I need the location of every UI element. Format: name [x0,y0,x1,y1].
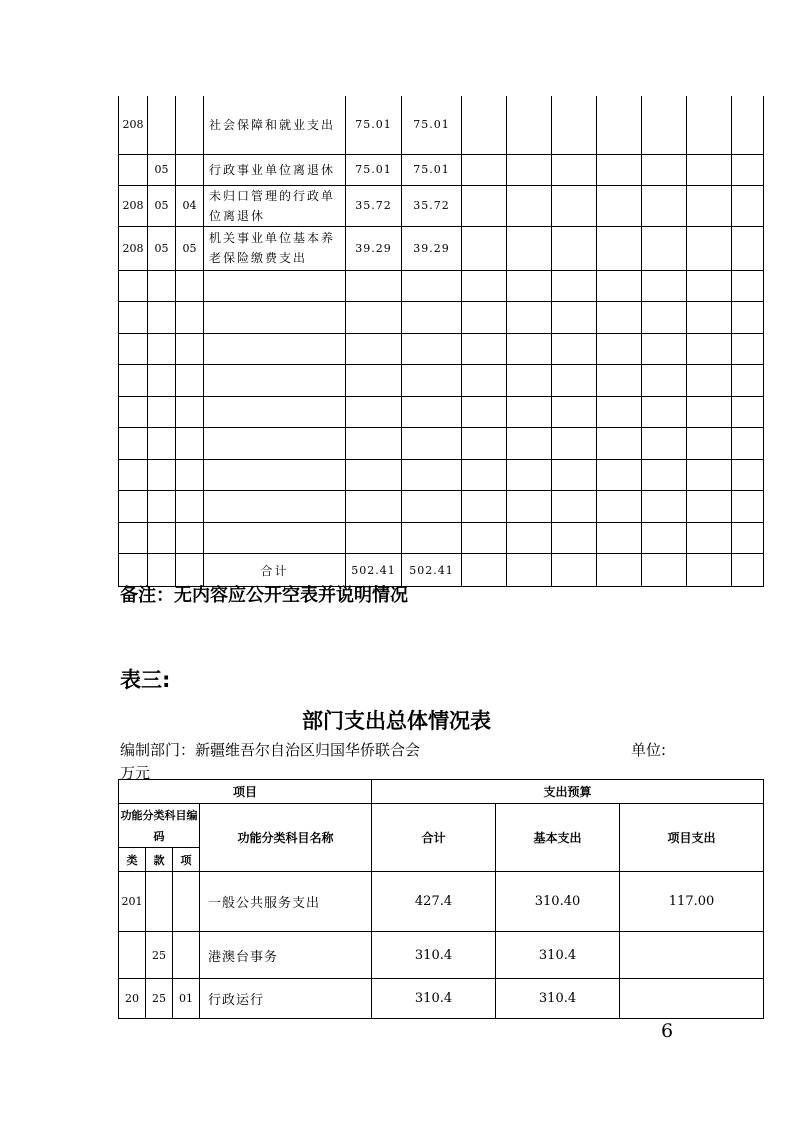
empty-cell [176,396,204,428]
empty-cell [402,365,462,397]
amount-basic: 75.01 [402,154,462,185]
amount-project: 117.00 [620,872,764,932]
empty-cell [642,333,687,365]
header-budget: 支出预算 [372,780,764,804]
empty-cell [148,333,176,365]
empty-cell [176,428,204,460]
code-lei [119,932,146,979]
table-row [119,185,764,226]
empty-cell [402,428,462,460]
amount-total: 427.4 [372,872,496,932]
empty-cell [687,96,732,154]
empty-row [119,491,764,523]
empty-cell [507,459,552,491]
empty-cell [597,270,642,302]
empty-cell [642,491,687,523]
expenditure-table-continued [118,96,764,587]
empty-cell [346,302,402,334]
table-row [119,932,764,979]
item-name: 一般公共服务支出 [200,872,372,932]
empty-cell [507,185,552,226]
empty-cell [507,333,552,365]
empty-cell [462,302,507,334]
empty-cell [507,302,552,334]
empty-cell [552,459,597,491]
header-basic: 基本支出 [496,804,620,872]
empty-cell [346,459,402,491]
empty-cell [204,365,346,397]
empty-cell [148,428,176,460]
empty-cell [597,185,642,226]
total-amount: 502.41 [346,554,402,587]
empty-cell [597,491,642,523]
amount-basic: 39.29 [402,226,462,270]
empty-cell [119,491,148,523]
empty-cell [148,365,176,397]
empty-cell [462,491,507,523]
empty-cell [462,522,507,554]
empty-cell [507,522,552,554]
empty-cell [507,154,552,185]
empty-cell [119,459,148,491]
code-kuan: 05 [148,154,176,185]
empty-cell [552,554,597,587]
item-name: 未归口管理的行政单位离退休 [204,185,346,226]
empty-cell [732,185,764,226]
empty-cell [732,96,764,154]
table-row [119,154,764,185]
empty-cell [402,459,462,491]
empty-cell [148,270,176,302]
empty-cell [642,226,687,270]
empty-cell [346,428,402,460]
code-kuan [146,872,173,932]
empty-cell [597,226,642,270]
table-row [119,979,764,1019]
empty-cell [507,226,552,270]
empty-cell [176,333,204,365]
header-kuan: 款 [146,848,173,872]
empty-cell [148,491,176,523]
empty-cell [462,396,507,428]
empty-cell [642,522,687,554]
code-lei: 201 [119,872,146,932]
empty-cell [204,270,346,302]
code-kuan: 05 [148,226,176,270]
code-lei: 20 [119,979,146,1019]
empty-cell [462,365,507,397]
empty-cell [687,491,732,523]
item-name: 港澳台事务 [200,932,372,979]
item-name: 行政运行 [200,979,372,1019]
code-xiang: 04 [176,185,204,226]
code-xiang: 05 [176,226,204,270]
empty-row [119,396,764,428]
page-number: 6 [661,1020,674,1042]
item-name: 机关事业单位基本养老保险缴费支出 [204,226,346,270]
amount-basic: 310.4 [496,979,620,1019]
empty-cell [687,302,732,334]
code-lei: 208 [119,226,148,270]
empty-cell [402,302,462,334]
code-xiang [173,872,200,932]
empty-cell [507,96,552,154]
empty-cell [119,522,148,554]
empty-cell [402,333,462,365]
empty-cell [552,185,597,226]
amount-total: 75.01 [346,96,402,154]
amount-basic: 310.4 [496,932,620,979]
code-xiang: 01 [173,979,200,1019]
item-name: 行政事业单位离退休 [204,154,346,185]
empty-cell [346,522,402,554]
empty-cell [552,522,597,554]
total-basic: 502.41 [402,554,462,587]
empty-cell [119,302,148,334]
empty-row [119,333,764,365]
empty-cell [687,459,732,491]
empty-cell [346,396,402,428]
empty-cell [507,270,552,302]
empty-cell [204,428,346,460]
empty-cell [176,491,204,523]
empty-cell [346,270,402,302]
empty-cell [597,428,642,460]
header-total: 合计 [372,804,496,872]
empty-cell [507,365,552,397]
unit-value: 万元 [120,764,151,782]
empty-cell [597,396,642,428]
empty-cell [642,185,687,226]
empty-cell [204,459,346,491]
empty-cell [176,459,204,491]
amount-total: 35.72 [346,185,402,226]
empty-cell [402,396,462,428]
empty-cell [462,154,507,185]
empty-cell [732,396,764,428]
empty-cell [597,522,642,554]
empty-row [119,270,764,302]
table-row [119,96,764,154]
empty-cell [552,302,597,334]
empty-cell [642,365,687,397]
empty-cell [732,365,764,397]
unit-label: 单位: [631,741,667,759]
code-kuan: 25 [146,932,173,979]
empty-cell [687,226,732,270]
empty-cell [204,491,346,523]
empty-cell [462,459,507,491]
code-xiang [176,96,204,154]
empty-cell [597,554,642,587]
empty-row [119,302,764,334]
empty-cell [204,302,346,334]
empty-cell [732,154,764,185]
empty-cell [642,154,687,185]
compiling-department: 编制部门：新疆维吾尔自治区归国华侨联合会 [120,741,421,759]
empty-cell [597,96,642,154]
header-code-group: 功能分类科目编码 [119,804,200,848]
code-kuan: 25 [146,979,173,1019]
empty-cell [176,270,204,302]
empty-cell [119,365,148,397]
empty-cell [552,154,597,185]
empty-cell [642,96,687,154]
empty-cell [346,333,402,365]
empty-cell [732,302,764,334]
empty-cell [642,428,687,460]
empty-cell [732,491,764,523]
empty-cell [462,554,507,587]
amount-basic: 310.40 [496,872,620,932]
empty-cell [402,491,462,523]
empty-cell [732,522,764,554]
empty-cell [552,491,597,523]
empty-cell [402,270,462,302]
empty-cell [642,459,687,491]
amount-basic: 75.01 [402,96,462,154]
empty-cell [687,333,732,365]
empty-cell [687,522,732,554]
empty-cell [402,522,462,554]
empty-cell [552,428,597,460]
empty-cell [148,302,176,334]
empty-cell [552,226,597,270]
empty-cell [597,333,642,365]
empty-cell [642,270,687,302]
empty-cell [507,428,552,460]
header-xiang: 项 [173,848,200,872]
empty-cell [148,396,176,428]
empty-cell [462,333,507,365]
amount-total: 310.4 [372,932,496,979]
empty-row [119,459,764,491]
empty-cell [732,554,764,587]
empty-cell [732,333,764,365]
empty-cell [597,459,642,491]
empty-cell [176,302,204,334]
department-expenditure-table [118,779,764,1019]
empty-cell [597,154,642,185]
empty-cell [462,96,507,154]
remark-note: 备注：无内容应公开空表并说明情况 [120,585,408,606]
empty-cell [507,491,552,523]
empty-cell [687,270,732,302]
empty-cell [732,459,764,491]
empty-cell [462,226,507,270]
empty-cell [732,270,764,302]
empty-cell [148,522,176,554]
amount-project [620,932,764,979]
empty-cell [176,365,204,397]
table-row [119,872,764,932]
header-project: 项目 [119,780,372,804]
amount-total: 39.29 [346,226,402,270]
empty-cell [642,302,687,334]
empty-cell [176,522,204,554]
code-kuan [148,96,176,154]
empty-cell [687,365,732,397]
empty-cell [119,428,148,460]
empty-cell [204,333,346,365]
empty-row [119,522,764,554]
empty-cell [148,459,176,491]
empty-cell [552,270,597,302]
empty-cell [687,428,732,460]
empty-cell [552,365,597,397]
amount-total: 75.01 [346,154,402,185]
header-lei: 类 [119,848,146,872]
empty-cell [462,270,507,302]
item-name: 社会保障和就业支出 [204,96,346,154]
empty-cell [119,396,148,428]
empty-cell [552,396,597,428]
code-lei: 208 [119,185,148,226]
header-name-col: 功能分类科目名称 [200,804,372,872]
total-label: 合计 [204,554,346,587]
empty-cell [119,333,148,365]
code-kuan: 05 [148,185,176,226]
empty-cell [687,554,732,587]
empty-cell [507,396,552,428]
empty-cell [346,491,402,523]
code-xiang [173,932,200,979]
amount-project [620,979,764,1019]
empty-row [119,365,764,397]
empty-cell [687,185,732,226]
empty-cell [204,396,346,428]
amount-basic: 35.72 [402,185,462,226]
empty-cell [732,226,764,270]
code-lei: 208 [119,96,148,154]
empty-cell [462,185,507,226]
empty-cell [597,365,642,397]
empty-cell [507,554,552,587]
empty-row [119,428,764,460]
empty-cell [346,365,402,397]
empty-cell [642,396,687,428]
table-row [119,226,764,270]
amount-total: 310.4 [372,979,496,1019]
empty-cell [462,428,507,460]
empty-cell [597,302,642,334]
empty-cell [687,154,732,185]
empty-cell [642,554,687,587]
code-xiang [176,154,204,185]
empty-cell [732,428,764,460]
empty-cell [119,270,148,302]
table-title: 部门支出总体情况表 [302,709,491,733]
header-project-exp: 项目支出 [620,804,764,872]
code-lei [119,154,148,185]
empty-cell [204,522,346,554]
section-heading: 表三: [120,668,171,692]
empty-cell [687,396,732,428]
empty-cell [552,333,597,365]
empty-cell [552,96,597,154]
